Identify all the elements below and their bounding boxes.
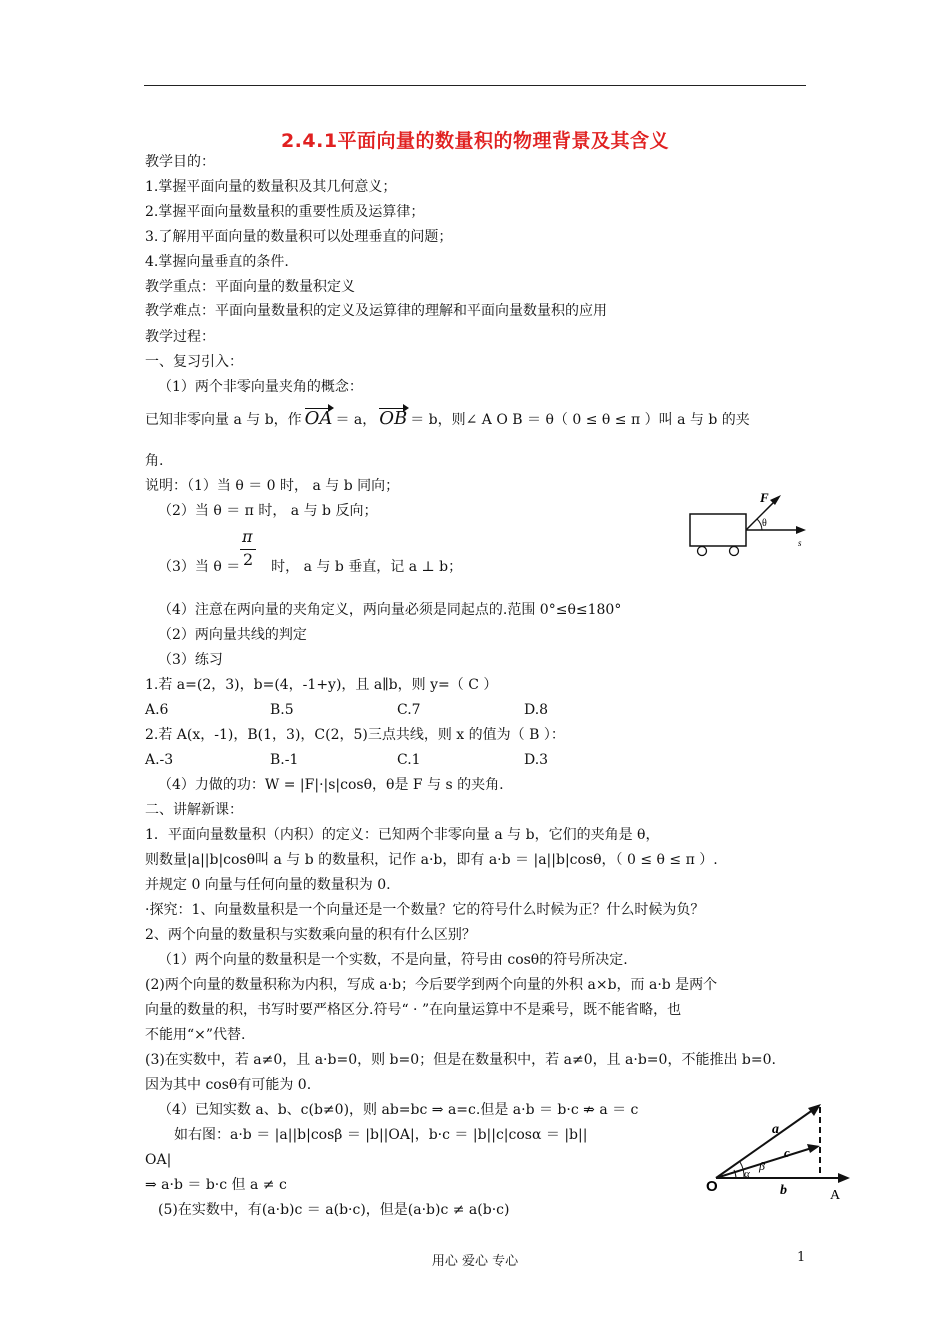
displacement-label: s <box>798 538 802 548</box>
force-label: F <box>760 490 769 505</box>
text-line: 2.若 A(x，-1)，B(1，3)，C(2，5)三点共线，则 x 的值为（ B ）： <box>145 727 565 743</box>
footer-motto: 用心 爱心 专心 <box>431 1254 519 1269</box>
text-line: 向量的数量的积，书写时要严格区分.符号“ · ”在向量运算中不是乘号，既不能省略，也 <box>145 1002 682 1018</box>
text-span: （3）当 θ ＝ <box>158 559 241 575</box>
angle-label: θ <box>762 518 767 529</box>
text-line: 2.掌握平面向量数量积的重要性质及运算律； <box>145 204 425 220</box>
option: C.1 <box>397 752 421 768</box>
vector-diagram <box>704 1098 856 1204</box>
fraction-numerator: π <box>242 527 253 546</box>
text-line: （4）力做的功：W = |F|·|s|cosθ，θ是 F 与 s 的夹角. <box>158 777 504 793</box>
text-line: 1.掌握平面向量的数量积及其几何意义； <box>145 179 397 195</box>
option: B.-1 <box>270 752 299 768</box>
point-a-label: A <box>830 1188 841 1203</box>
text-line: 二、讲解新课： <box>145 802 243 818</box>
text-span: 已知非零向量 a 与 b，作 <box>145 412 302 428</box>
option: B.5 <box>270 702 294 718</box>
option: A.6 <box>145 702 169 718</box>
text-line: （3）练习 <box>158 652 223 668</box>
text-line: 2、两个向量的数量积与实数乘向量的积有什么区别？ <box>145 927 476 943</box>
origin-label: O <box>706 1178 718 1195</box>
angle-definition <box>145 410 750 429</box>
text-span: 时， a 与 b 垂直，记 a ⊥ b； <box>271 559 463 575</box>
vector-ob: OB <box>379 408 408 429</box>
force-diagram <box>686 488 811 560</box>
alpha-label: α <box>744 1168 750 1180</box>
fraction-denominator: 2 <box>243 550 254 569</box>
text-line: 1．平面向量数量积（内积）的定义：已知两个非零向量 a 与 b，它们的夹角是 θ， <box>145 827 660 843</box>
option: D.8 <box>524 702 549 718</box>
text-line: 一、复习引入： <box>145 354 243 370</box>
vector-b-label: b <box>780 1183 787 1198</box>
case-3-line <box>158 558 462 576</box>
beta-label: β <box>759 1159 765 1173</box>
vector-oa: OA <box>304 408 333 429</box>
text-line: （4）已知实数 a、b、c(b≠0)，则 ab=bc ⇒ a=c.但是 a·b ＝ b·c ⇏ a ＝ c <box>158 1102 639 1118</box>
text-line: 则数量|a||b|cosθ叫 a 与 b 的数量积，记作 a·b，即有 a·b ＝ |a||b|cosθ，（ 0 ≤ θ ≤ π ）. <box>145 852 718 868</box>
text-line: ·探究：1、向量数量积是一个向量还是一个数量？它的符号什么时候为正？什么时候为负？ <box>145 902 705 918</box>
text-line: 1.若 a=(2，3)，b=(4，-1+y)，且 a∥b，则 y=（ C ） <box>145 677 498 693</box>
text-line: 3.了解用平面向量的数量积可以处理垂直的问题； <box>145 229 453 245</box>
text-line: 不能用“×”代替. <box>145 1027 246 1043</box>
text-line: 教学重点：平面向量的数量积定义 <box>145 279 355 295</box>
page-title: 2.4.1平面向量的数量积的物理背景及其含义 <box>280 130 670 152</box>
text-line: （1）两个向量的数量积是一个实数，不是向量，符号由 cosθ的符号所决定. <box>158 952 628 968</box>
text-line: 如右图：a·b ＝ |a||b|cosβ ＝ |b||OA|，b·c ＝ |b||c|cosα ＝ |b|| <box>174 1127 588 1143</box>
text-line: （2）当 θ ＝ π 时， a 与 b 反向； <box>158 503 378 519</box>
text-line: （1）两个非零向量夹角的概念： <box>158 379 363 395</box>
text-line: （2）两向量共线的判定 <box>158 627 307 643</box>
text-line: 因为其中 cosθ有可能为 0. <box>145 1077 312 1093</box>
vector-a-label: a <box>772 1122 779 1137</box>
text-line: 并规定 0 向量与任何向量的数量积为 0. <box>145 877 391 893</box>
text-line: (2)两个向量的数量积称为内积，写成 a·b；今后要学到两个向量的外积 a×b，而 a·b 是两个 <box>145 977 718 993</box>
text-line: 教学过程： <box>145 329 215 345</box>
option: C.7 <box>397 702 421 718</box>
text-line: 说明：（1）当 θ ＝ 0 时， a 与 b 同向； <box>145 478 400 494</box>
text-line: （4）注意在两向量的夹角定义，两向量必须是同起点的.范围 0°≤θ≤180° <box>158 602 622 618</box>
option: A.-3 <box>145 752 174 768</box>
text-line: OA| <box>145 1152 172 1168</box>
text-line: 教学难点：平面向量数量积的定义及运算律的理解和平面向量数量积的应用 <box>145 303 607 319</box>
page-number: 1 <box>797 1250 806 1265</box>
text-span: ＝ a， <box>335 412 377 428</box>
option: D.3 <box>524 752 549 768</box>
text-line: (3)在实数中，若 a≠0，且 a·b=0，则 b=0；但是在数量积中，若 a≠0，且 a·b=0，不能推出 b=0. <box>145 1052 776 1068</box>
header-rule <box>144 85 806 86</box>
text-line: 教学目的： <box>145 154 215 170</box>
text-line: ⇒ a·b ＝ b·c 但 a ≠ c <box>145 1177 287 1193</box>
text-span: ＝ b，则∠ A O B ＝ θ（ 0 ≤ θ ≤ π ）叫 a 与 b 的夹 <box>410 412 750 428</box>
vector-c-label: c <box>784 1145 790 1160</box>
text-line: 4.掌握向量垂直的条件. <box>145 254 289 270</box>
text-line: (5)在实数中，有(a·b)c ＝ a(b·c)，但是(a·b)c ≠ a(b·c) <box>158 1202 510 1218</box>
text-line: 角. <box>145 453 164 469</box>
